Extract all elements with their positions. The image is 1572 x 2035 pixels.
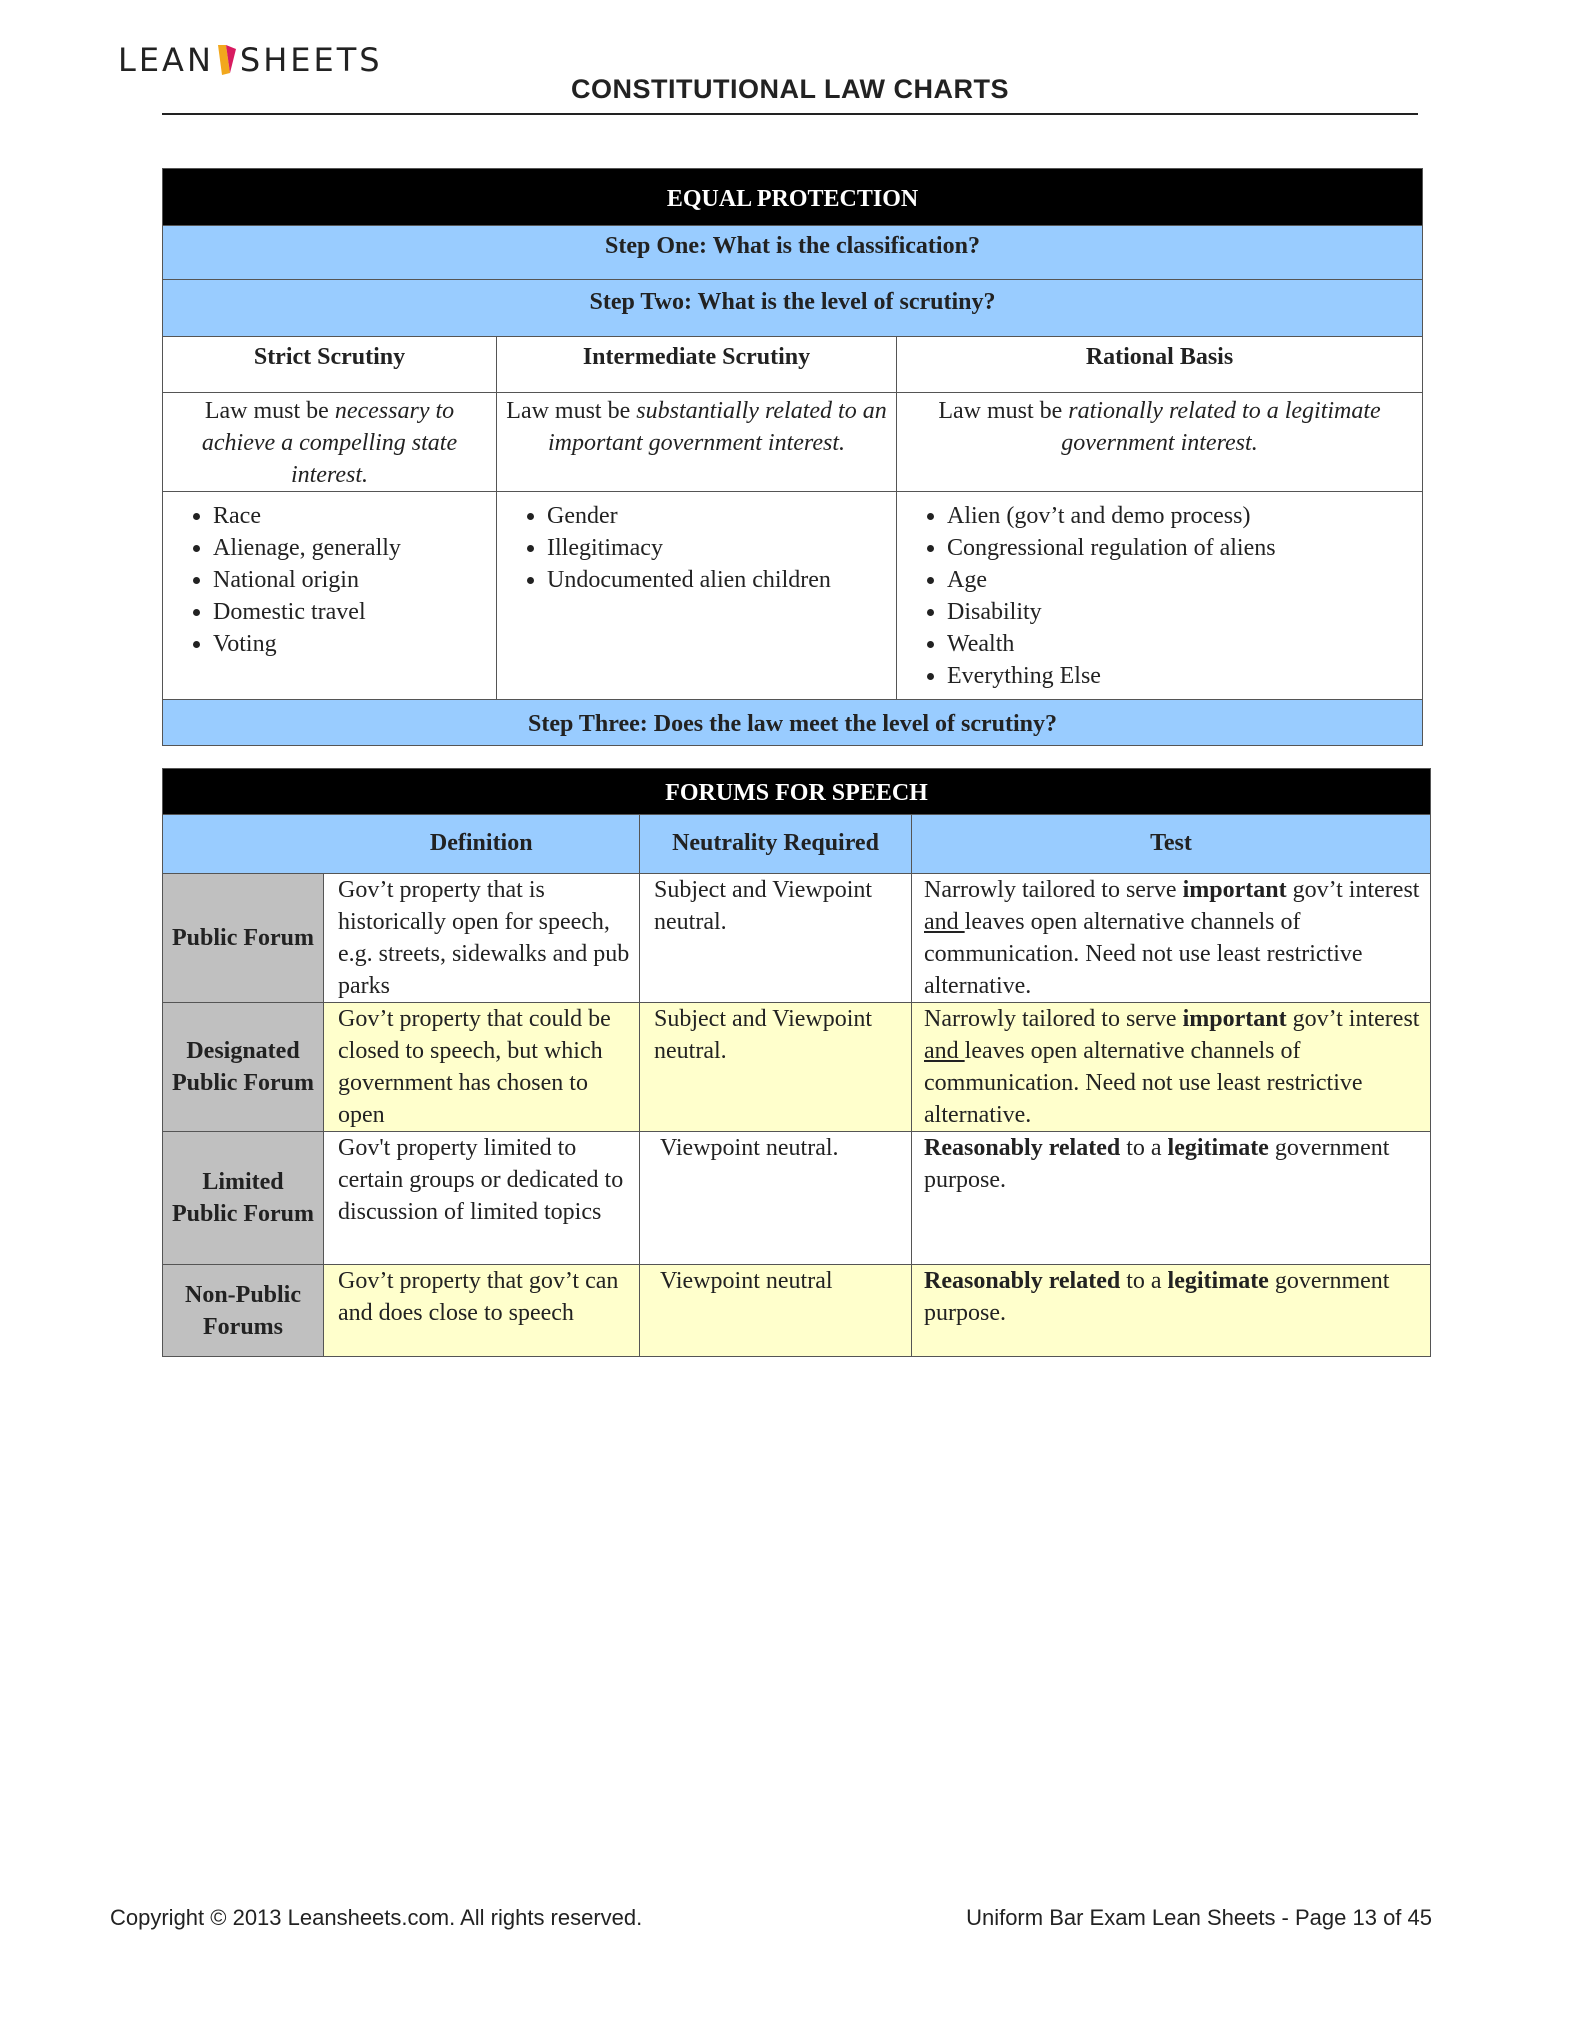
forums-title: FORUMS FOR SPEECH (163, 769, 1431, 815)
list-item: • Undocumented alien children (547, 564, 890, 596)
list-item: • National origin (213, 564, 490, 596)
standard-rational: Law must be rationally related to a legitimate government interest. (897, 393, 1423, 492)
definition-limited-public-forum: Gov't property limited to certain groups or dedicated to discussion of limited topics (324, 1132, 640, 1265)
neutrality-non-public-forums: Viewpoint neutral (640, 1265, 912, 1357)
col-test: Test (912, 815, 1431, 874)
neutrality-public-forum: Subject and Viewpoint neutral. (640, 874, 912, 1003)
header-divider (162, 113, 1418, 115)
standard-strict: Law must be necessary to achieve a compelling state interest. (163, 393, 497, 492)
list-item: • Alien (gov’t and demo process) (947, 500, 1416, 532)
list-item: • Voting (213, 628, 490, 660)
col-neutrality: Neutrality Required (640, 815, 912, 874)
logo-text-left: LEAN (118, 41, 214, 79)
test-non-public-forums: Reasonably related to a legitimate government purpose. (912, 1265, 1431, 1357)
col-intermediate-scrutiny: Intermediate Scrutiny (497, 337, 897, 393)
list-item: • Disability (947, 596, 1416, 628)
col-strict-scrutiny: Strict Scrutiny (163, 337, 497, 393)
definition-non-public-forums: Gov’t property that gov’t can and does close to speech (324, 1265, 640, 1357)
classifications-rational (897, 492, 1423, 700)
neutrality-limited-public-forum: Viewpoint neutral. (640, 1132, 912, 1265)
definition-public-forum: Gov’t property that is historically open for speech, e.g. streets, sidewalks and pub parks (324, 874, 640, 1003)
footer-page-number: Uniform Bar Exam Lean Sheets - Page 13 of 45 (966, 1905, 1432, 1930)
test-limited-public-forum: Reasonably related to a legitimate government purpose. (912, 1132, 1431, 1265)
list-item: • Domestic travel (213, 596, 490, 628)
page-title: CONSTITUTIONAL LAW CHARTS (571, 74, 1009, 104)
corner-cell (163, 815, 324, 874)
list-item: • Gender (547, 500, 890, 532)
test-designated-public-forum: Narrowly tailored to serve important gov’t interest and leaves open alternative channels of communication. Need not use least restrictive alternative. (912, 1003, 1431, 1132)
classifications-strict (163, 492, 497, 700)
footer-copyright: Copyright © 2013 Leansheets.com. All rights reserved. (110, 1905, 643, 1930)
list-item: • Wealth (947, 628, 1416, 660)
forums-table (162, 768, 1431, 1357)
classifications-intermediate (497, 492, 897, 700)
test-public-forum: Narrowly tailored to serve important gov’t interest and leaves open alternative channels of communication. Need not use least restrictive alternative. (912, 874, 1431, 1003)
row-label-non-public-forums: Non-Public Forums (163, 1265, 324, 1357)
logo-text-right: SHEETS (239, 41, 383, 79)
equal-protection-title: EQUAL PROTECTION (163, 169, 1423, 226)
list-item: • Alienage, generally (213, 532, 490, 564)
list-item: • Everything Else (947, 660, 1416, 692)
step-three: Step Three: Does the law meet the level of scrutiny? (163, 700, 1423, 746)
row-label-public-forum: Public Forum (163, 874, 324, 1003)
standard-intermediate: Law must be substantially related to an important government interest. (497, 393, 897, 492)
list-item: • Race (213, 500, 490, 532)
logo-mark-icon (216, 43, 238, 77)
list-item: • Illegitimacy (547, 532, 890, 564)
row-label-limited-public-forum: Limited Public Forum (163, 1132, 324, 1265)
neutrality-designated-public-forum: Subject and Viewpoint neutral. (640, 1003, 912, 1132)
definition-designated-public-forum: Gov’t property that could be closed to speech, but which government has chosen to open (324, 1003, 640, 1132)
list-item: • Age (947, 564, 1416, 596)
equal-protection-table (162, 168, 1423, 746)
row-label-designated-public-forum: Designated Public Forum (163, 1003, 324, 1132)
list-item: • Congressional regulation of aliens (947, 532, 1416, 564)
step-one: Step One: What is the classification? (163, 226, 1423, 280)
col-definition: Definition (324, 815, 640, 874)
step-two: Step Two: What is the level of scrutiny? (163, 280, 1423, 337)
col-rational-basis: Rational Basis (897, 337, 1423, 393)
